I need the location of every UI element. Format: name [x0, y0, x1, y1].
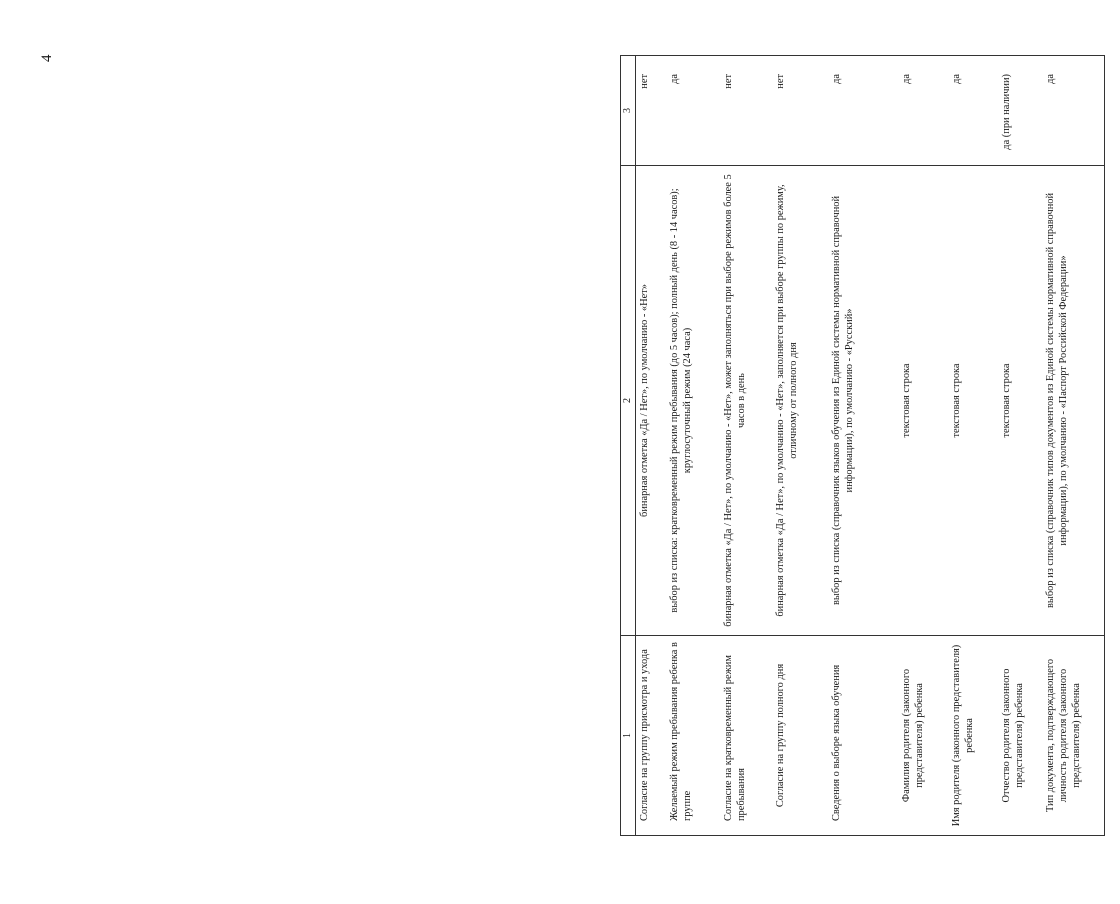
rotated-table-container: [620, 56, 1120, 836]
table-row: [998, 56, 1042, 836]
field-name-cell: Согласие на кратковременный режим пребывания: [720, 636, 772, 836]
table-row: [720, 56, 772, 836]
table-row: [772, 56, 828, 836]
field-name-cell: Отчество родителя (законного представителя) ребенка: [998, 636, 1042, 836]
column-header-2: 2: [621, 166, 636, 636]
table-row: [636, 56, 667, 836]
field-required-cell: нет: [772, 56, 828, 166]
field-required-cell: да: [1042, 56, 1105, 166]
field-format-cell: бинарная отметка «Да / Нет», по умолчанию - «Нет»: [636, 166, 667, 636]
table-row: [666, 56, 720, 836]
field-name-cell: Фамилия родителя (законного представителя) ребенка: [898, 636, 948, 836]
table-row: [828, 56, 898, 836]
column-header-1: 1: [621, 636, 636, 836]
field-required-cell: нет: [720, 56, 772, 166]
field-required-cell: да: [828, 56, 898, 166]
field-name-cell: Согласие на группу присмотра и ухода: [636, 636, 667, 836]
field-name-cell: Согласие на группу полного дня: [772, 636, 828, 836]
table-row: [948, 56, 998, 836]
field-name-cell: Имя родителя (законного представителя) ребенка: [948, 636, 998, 836]
field-required-cell: да (при наличии): [998, 56, 1042, 166]
field-format-cell: текстовая строка: [998, 166, 1042, 636]
field-format-cell: текстовая строка: [948, 166, 998, 636]
field-required-cell: да: [666, 56, 720, 166]
field-name-cell: Сведения о выборе языка обучения: [828, 636, 898, 836]
field-name-cell: Тип документа, подтверждающего личность родителя (законного представителя) ребенка: [1042, 636, 1105, 836]
field-format-cell: текстовая строка: [898, 166, 948, 636]
field-required-cell: нет: [636, 56, 667, 166]
column-header-3: 3: [621, 56, 636, 166]
table-row: [1042, 56, 1105, 836]
requirements-table: [620, 55, 1105, 836]
field-required-cell: да: [898, 56, 948, 166]
field-format-cell: выбор из списка: кратковременный режим пребывания (до 5 часов); полный день (8 - 14 часов); круглосуточный режим (24 часа): [666, 166, 720, 636]
field-required-cell: да: [948, 56, 998, 166]
field-name-cell: Желаемый режим пребывания ребенка в группе: [666, 636, 720, 836]
table-row: [898, 56, 948, 836]
field-format-cell: бинарная отметка «Да / Нет», по умолчанию - «Нет», заполняется при выборе группы по режиму, отличному от полного дня: [772, 166, 828, 636]
field-format-cell: выбор из списка (справочник языков обучения из Единой системы нормативной справочной информации), по умолчанию - «Русский»: [828, 166, 898, 636]
field-format-cell: бинарная отметка «Да / Нет», по умолчанию - «Нет», может заполняться при выборе режимов более 5 часов в день: [720, 166, 772, 636]
field-format-cell: выбор из списка (справочник типов документов из Единой системы нормативной справочной информации), по умолчанию - «Паспорт Российской Федерации»: [1042, 166, 1105, 636]
page-number: 4: [39, 54, 55, 62]
table-header-row: [621, 56, 636, 836]
